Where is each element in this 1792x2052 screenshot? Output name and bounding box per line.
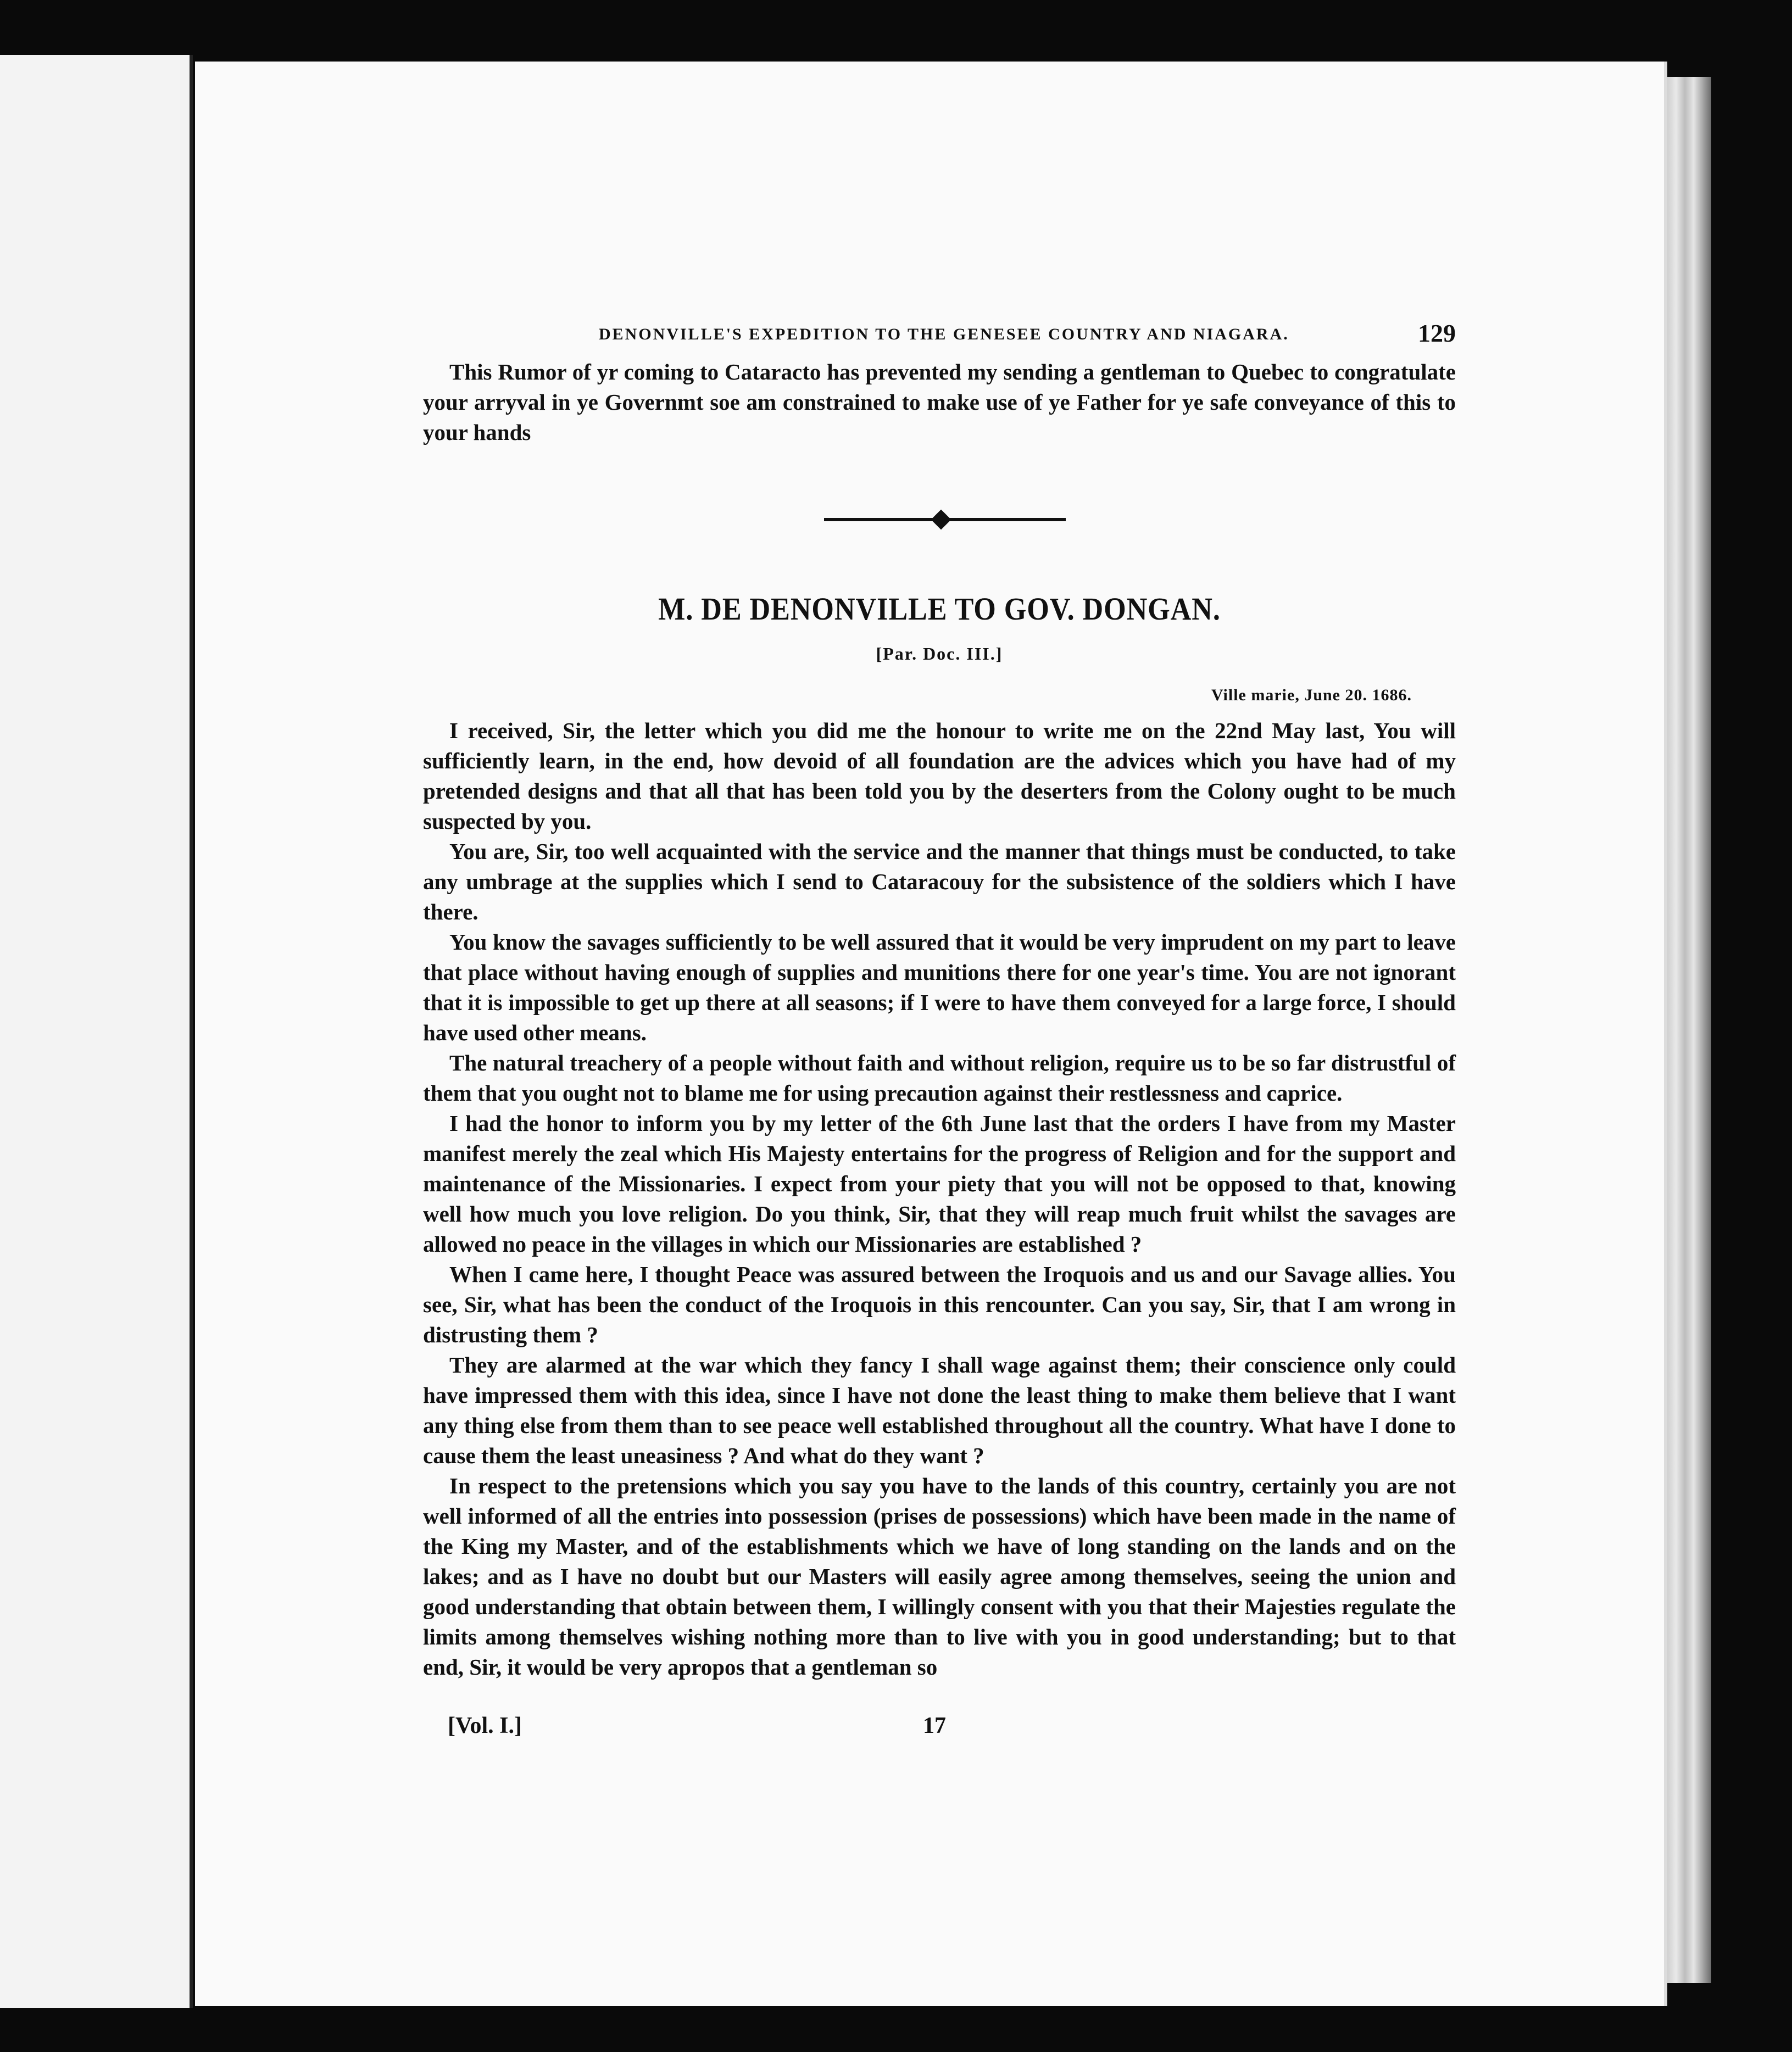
page-number: 129 [1418, 319, 1456, 347]
letter-paragraph: The natural treachery of a people without faith and without religion, require us to be so far distrustful of them that you ought not to blame me for using precaution against their restlessness and caprice. [423, 1050, 1456, 1106]
letter-body [423, 716, 1456, 1682]
letter-paragraph: In respect to the pretensions which you say you have to the lands of this country, certainly you are not well informed of all the entries into possession (prises de possessions) which have been made in the name of the King my Master, and of the establishments which we have of long standing on the lands and on the lakes; and as I have no doubt but our Masters will easily agree among themselves, seeing the union and good understanding that obtain between them, I willingly consent with you that their Majesties regulate the limits among themselves wishing nothing more than to live with you in good understanding; but to that end, Sir, it would be very apropos that a gentleman so [423, 1473, 1456, 1680]
volume-mark: [Vol. I.] [448, 1713, 522, 1738]
letter-paragraph: I had the honor to inform you by my letter of the 6th June last that the orders I have from my Master manifest merely the zeal which His Majesty entertains for the progress of Religion and for the support and maintenance of the Missionaries. I expect from your piety that you will not be opposed to that, knowing well how much you love religion. Do you think, Sir, that they will reap much fruit whilst the savages are allowed no peace in the villages in which our Missionaries are established ? [423, 1111, 1456, 1257]
letter-paragraph: I received, Sir, the letter which you did me the honour to write me on the 22nd May last, You will sufficiently learn, in the end, how devoid of all foundation are the advices which you have had of my pretended designs and that all that has been told you by the deserters from the Colony ought to be much suspected by you. [423, 718, 1456, 834]
letter-paragraph: You are, Sir, too well acquainted with the service and the manner that things must be conducted, to take any umbrage at the supplies which I send to Cataracouy for the subsistence of the soldiers which I have there. [423, 839, 1456, 924]
signature-mark: 17 [923, 1713, 946, 1738]
page-text [423, 319, 1456, 1746]
letter-paragraph: When I came here, I thought Peace was assured between the Iroquois and us and our Savage allies. You see, Sir, what has been the conduct of the Iroquois in this rencounter. Can you say, Sir, that I am wrong in distrusting them ? [423, 1262, 1456, 1347]
intro-paragraph: This Rumor of yr coming to Cataracto has prevented my sending a gentleman to Quebec to congratulate your arryval in ye Governmt soe am constrained to make use of ye Father for ye safe conveyance of this to your hands [423, 359, 1456, 445]
letter-paragraph: They are alarmed at the war which they fancy I shall wage against them; their conscience only could have impressed them with this idea, since I have not done the least thing to make them believe that I want any thing else from them than to see peace well established throughout all the country. What have I done to cause them the least uneasiness ? And what do they want ? [423, 1352, 1456, 1468]
divider-ornament-icon [931, 510, 951, 530]
document-reference: [Par. Doc. III.] [876, 644, 1003, 663]
letter-title: M. DE DENONVILLE TO GOV. DONGAN. [658, 591, 1221, 627]
intro-block [423, 357, 1456, 448]
running-head [423, 319, 1456, 357]
running-head-title: DENONVILLE'S EXPEDITION TO THE GENESEE COUNTRY AND NIAGARA. [599, 325, 1289, 343]
page-stack-edge [1667, 77, 1711, 1983]
previous-page-edge [0, 55, 193, 2008]
page-footer [423, 1713, 1456, 1746]
letter-dateline: Ville marie, June 20. 1686. [1211, 686, 1412, 704]
section-divider [423, 497, 1456, 541]
letter-paragraph: You know the savages sufficiently to be well assured that it would be very imprudent on my part to leave that place without having enough of supplies and munitions there for one year's time. You are not ignorant that it is impossible to get up there at all seasons; if I were to have them conveyed for a large force, I should have used other means. [423, 929, 1456, 1045]
